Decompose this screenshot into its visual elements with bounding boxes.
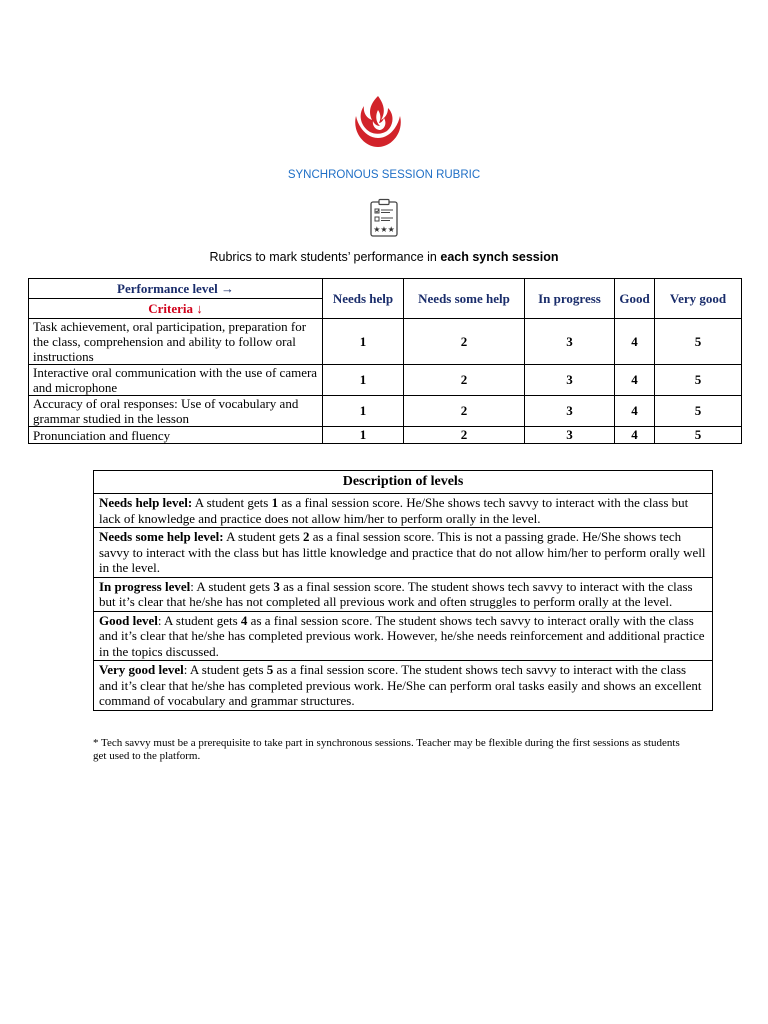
table-row	[29, 319, 742, 365]
score-cell: 4	[615, 365, 655, 396]
score-cell: 1	[323, 396, 404, 427]
table-row	[94, 577, 713, 611]
level-header-very-good: Very good	[655, 279, 742, 319]
score-cell: 3	[525, 396, 615, 427]
levels-description-table	[93, 470, 713, 711]
score-cell: 3	[525, 427, 615, 444]
criterion-cell: Interactive oral communication with the use of camera and microphone	[29, 365, 323, 396]
score-cell: 5	[655, 427, 742, 444]
table-row	[94, 661, 713, 711]
table-row	[29, 427, 742, 444]
tech-savvy-footnote: * Tech savvy must be a prerequisite to take part in synchronous sessions. Teacher may be flexible during the first sessions as students get used to the platform.	[93, 737, 680, 762]
rubric-table	[28, 278, 742, 444]
score-cell: 1	[323, 427, 404, 444]
score-cell: 1	[323, 319, 404, 365]
score-cell: 4	[615, 396, 655, 427]
criteria-header: Criteria ↓	[29, 299, 323, 319]
table-row	[94, 494, 713, 528]
rubric-subtitle: Rubrics to mark students’ performance in each synch session	[209, 250, 559, 264]
score-cell: 3	[525, 319, 615, 365]
score-cell: 2	[404, 427, 525, 444]
table-row	[94, 528, 713, 578]
score-cell: 4	[615, 319, 655, 365]
level-description: Needs some help level: A student gets 2 as a final session score. This is not a passing grade. He/She shows tech savvy to interact with the class but has little knowledge and practice that do not allow him/her to perform orally well in the level.	[94, 528, 713, 578]
score-cell: 2	[404, 365, 525, 396]
level-description: Good level: A student gets 4 as a final session score. The student shows tech savvy to interact orally with the class and it’s clear that he/she has completed previous work. However, he/she needs reinforcement and additional practice in the topics discussed.	[94, 611, 713, 661]
score-cell: 3	[525, 365, 615, 396]
level-description: In progress level: A student gets 3 as a final session score. The student shows tech savvy to interact with the class but it’s clear that he/she has not completed all previous work and often struggles to perform orally at the level.	[94, 577, 713, 611]
document-title: SYNCHRONOUS SESSION RUBRIC	[287, 169, 481, 181]
score-cell: 4	[615, 427, 655, 444]
table-row	[29, 396, 742, 427]
upc-flame-logo	[348, 92, 408, 150]
performance-level-header: Performance level →	[29, 279, 323, 299]
levels-table-title: Description of levels	[94, 471, 713, 494]
level-header-good: Good	[615, 279, 655, 319]
score-cell: 5	[655, 365, 742, 396]
score-cell: 5	[655, 396, 742, 427]
checklist-clipboard-icon	[369, 198, 399, 238]
rubric-header-row	[29, 279, 742, 299]
svg-text:★★★: ★★★	[373, 225, 395, 234]
level-header-needs-some-help: Needs some help	[404, 279, 525, 319]
level-description: Very good level: A student gets 5 as a final session score. The student shows tech savvy to interact with the class and it’s clear that he/she has completed previous work. He/She can perform oral tasks easily and shows an excellent command of vocabulary and grammar structures.	[94, 661, 713, 711]
criterion-cell: Accuracy of oral responses: Use of vocabulary and grammar studied in the lesson	[29, 396, 323, 427]
score-cell: 5	[655, 319, 742, 365]
score-cell: 2	[404, 319, 525, 365]
score-cell: 1	[323, 365, 404, 396]
table-row	[29, 365, 742, 396]
table-row	[94, 611, 713, 661]
level-header-needs-help: Needs help	[323, 279, 404, 319]
level-header-in-progress: In progress	[525, 279, 615, 319]
criterion-cell: Pronunciation and fluency	[29, 427, 323, 444]
score-cell: 2	[404, 396, 525, 427]
level-description: Needs help level: A student gets 1 as a final session score. He/She shows tech savvy to interact with the class but lack of knowledge and practice does not allow him/her to perform orally in the level.	[94, 494, 713, 528]
criterion-cell: Task achievement, oral participation, preparation for the class, comprehension and ability to follow oral instructions	[29, 319, 323, 365]
